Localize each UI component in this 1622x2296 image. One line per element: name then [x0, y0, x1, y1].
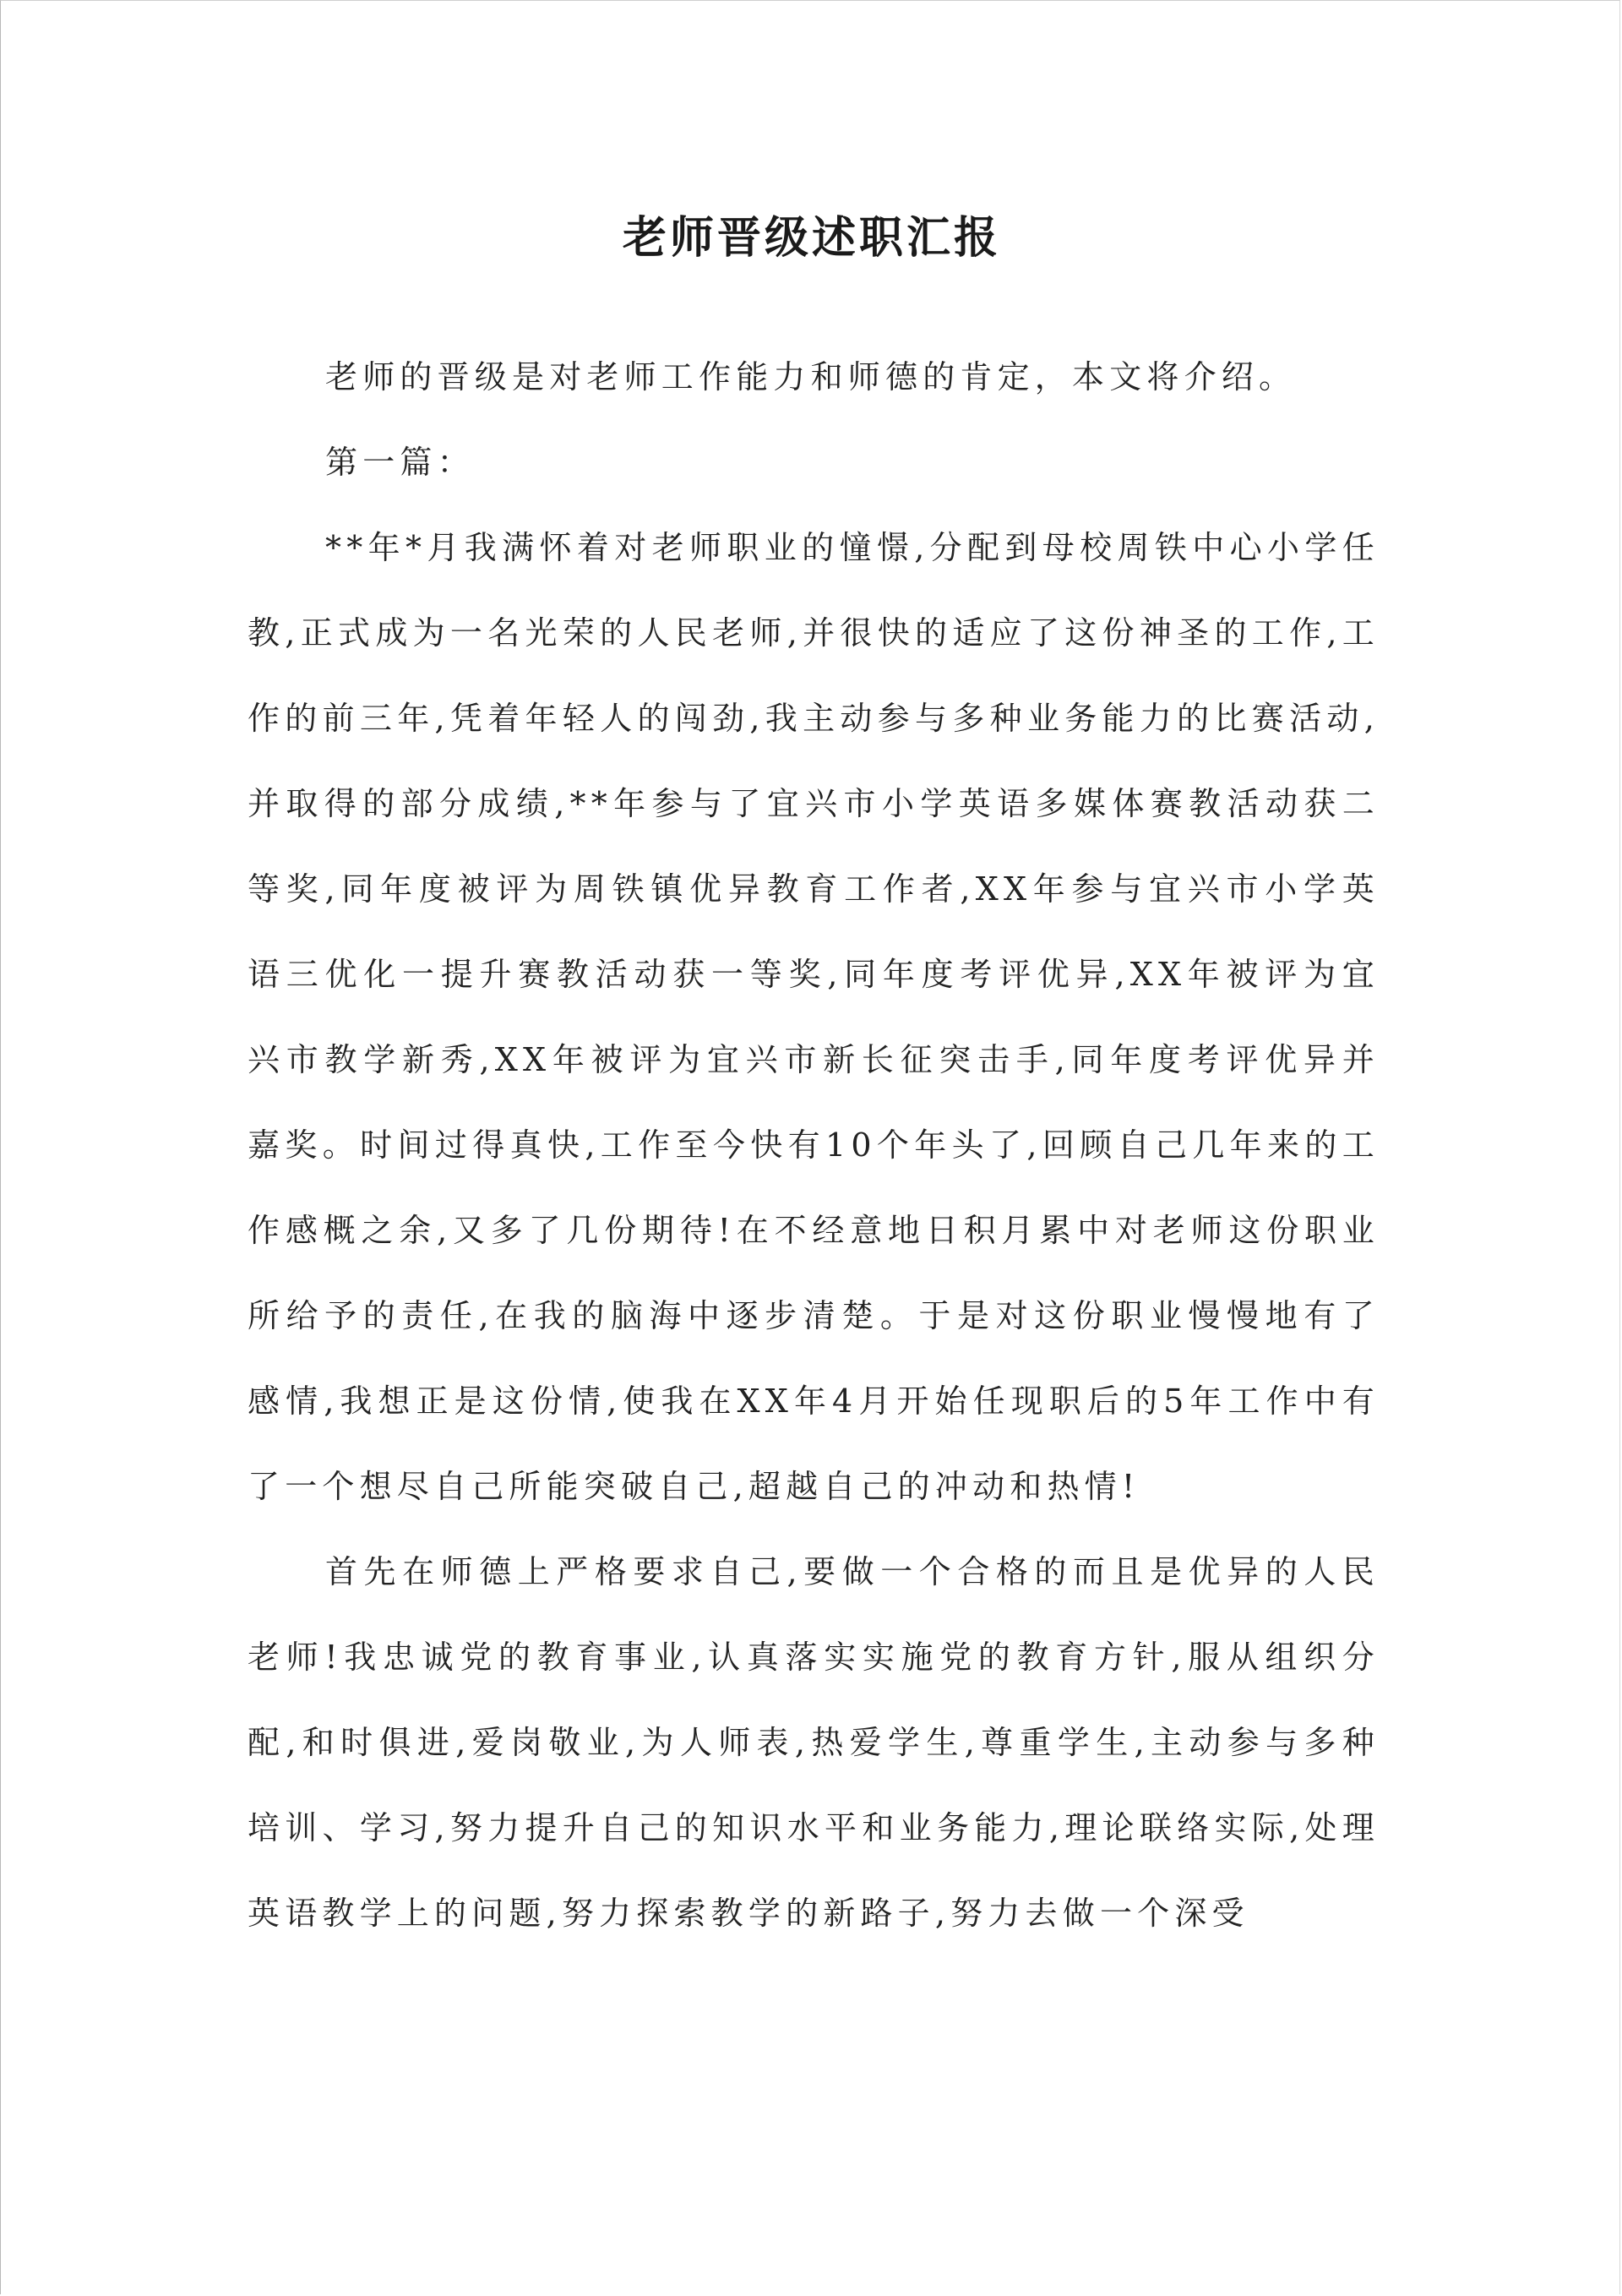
document-title: 老师晋级述职汇报	[622, 212, 1001, 264]
body-paragraph: 首先在师德上严格要求自己,要做一个合格的而且是优异的人民老师!我忠诚党的教育事业,认真落实实施党的教育方针,服从组织分配,和时俱进,爱岗敬业,为人师表,热爱学生,尊重学生,主动参与多种培训、学习,努力提升自己的知识水平和业务能力,理论联络实际,处理英语教学上的问题,努力探索教学的新路子,努力去做一个深受	[248, 1553, 1380, 1932]
body-paragraph: **年*月我满怀着对老师职业的憧憬,分配到母校周铁中心小学任教,正式成为一名光荣的人民老师,并很快的适应了这份神圣的工作,工作的前三年,凭着年轻人的闯劲,我主动参与多种业务能力的比赛活动,并取得的部分成绩,**年参与了宜兴市小学英语多媒体赛教活动获二等奖,同年度被评为周铁镇优异教育工作者,XX年参与宜兴市小学英语三优化一提升赛教活动获一等奖,同年度考评优异,XX年被评为宜兴市教学新秀,XX年被评为宜兴市新长征突击手,同年度考评优异并嘉奖。时间过得真快,工作至今快有10个年头了,回顾自己几年来的工作感概之余,又多了几份期待!在不经意地日积月累中对老师这份职业所给予的责任,在我的脑海中逐步清楚。于是对这份职业慢慢地有了感情,我想正是这份情,使我在XX年4月开始任现职后的5年工作中有了一个想尽自己所能突破自己,超越自己的冲动和热情!	[248, 529, 1380, 1505]
section-heading: 第一篇：	[325, 444, 475, 481]
intro-paragraph: 老师的晋级是对老师工作能力和师德的肯定，本文将介绍。	[325, 358, 1297, 395]
document-body	[248, 335, 1380, 1956]
